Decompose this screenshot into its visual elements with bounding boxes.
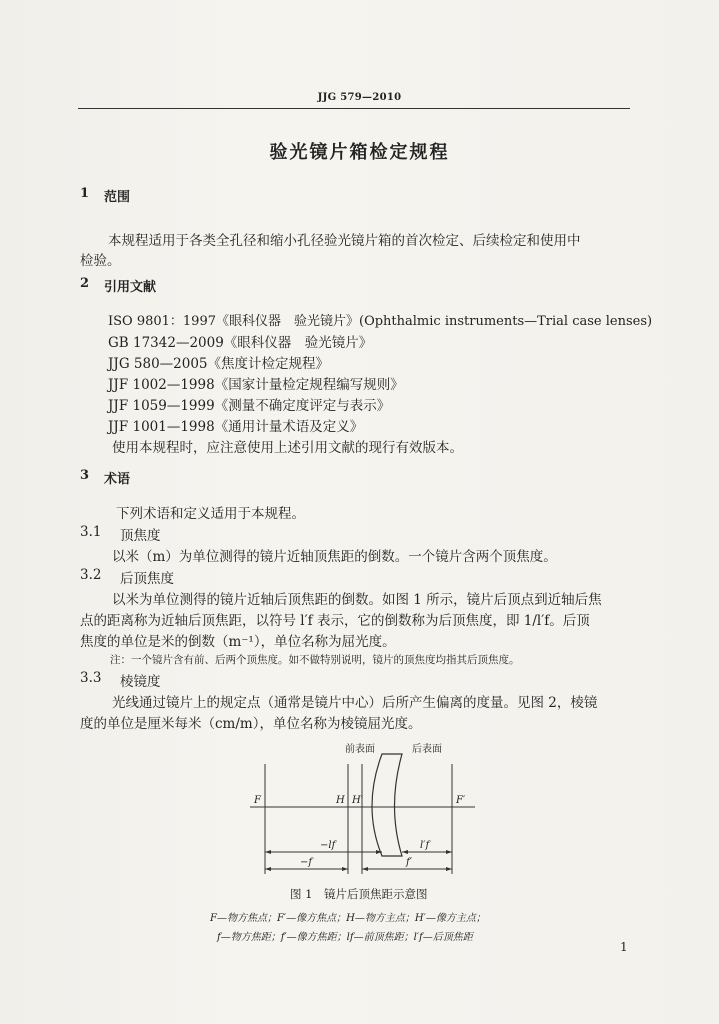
reference-item: JJF 1001—1998《通用计量术语及定义》 bbox=[108, 419, 364, 435]
term-3-1-title: 顶焦度 bbox=[120, 528, 161, 544]
header-rule bbox=[78, 108, 630, 109]
term-3-3-line-1: 光线通过镜片上的规定点（通常是镜片中心）后所产生偏离的度量。见图 2，棱镜 bbox=[112, 695, 598, 711]
reference-item: ISO 9801：1997《眼科仪器 验光镜片》(Ophthalmic instruments—Trial case lenses) bbox=[108, 314, 653, 329]
header-code: JJG 579—2010 bbox=[317, 92, 402, 103]
term-3-2-line-3: 焦度的单位是米的倒数（m⁻¹），单位名称为屈光度。 bbox=[80, 634, 396, 650]
term-3-3-title: 棱镜度 bbox=[120, 674, 161, 690]
figure-caption: 图 1 镜片后顶焦距示意图 bbox=[290, 887, 428, 901]
label-back-surface: 后表面 bbox=[412, 744, 442, 755]
term-3-2-note: 注：一个镜片含有前、后两个顶焦度。如不做特别说明，镜片的顶焦度均指其后顶焦度。 bbox=[110, 654, 520, 666]
term-3-3-number: 3.3 bbox=[80, 670, 102, 686]
label-H-prime: H′ bbox=[352, 795, 363, 806]
section-2-number: 2 bbox=[80, 276, 90, 291]
section-1-line-2: 检验。 bbox=[80, 253, 121, 269]
label-f-prime: f′ bbox=[406, 857, 412, 868]
label-lf-prime: l′f bbox=[420, 840, 430, 851]
label-neg-lf: −lf bbox=[320, 840, 336, 851]
label-F: F bbox=[254, 795, 261, 806]
label-F-prime: F′ bbox=[456, 795, 466, 806]
section-3-title: 术语 bbox=[104, 472, 131, 487]
figure-legend-line-2: f—物方焦距；f′—像方焦距；lf—前顶焦距；l′f—后顶焦距 bbox=[217, 932, 473, 943]
section-2-title: 引用文献 bbox=[104, 280, 157, 295]
term-3-2-line-2: 点的距离称为近轴后顶焦距，以符号 l′f 表示，它的倒数称为后顶焦度，即 1/l′f。后顶 bbox=[80, 613, 590, 629]
term-3-1-body: 以米（m）为单位测得的镜片近轴顶焦距的倒数。一个镜片含两个顶焦度。 bbox=[112, 549, 557, 565]
term-3-2-line-1: 以米为单位测得的镜片近轴后顶焦距的倒数。如图 1 所示，镜片后顶点到近轴后焦 bbox=[112, 592, 602, 608]
reference-item: JJF 1059—1999《测量不确定度评定与表示》 bbox=[108, 398, 391, 414]
reference-item: GB 17342—2009《眼科仪器 验光镜片》 bbox=[108, 335, 373, 351]
section-3-intro: 下列术语和定义适用于本规程。 bbox=[116, 506, 305, 522]
lens-shape bbox=[372, 754, 402, 856]
term-3-2-title: 后顶焦度 bbox=[120, 571, 174, 587]
section-1-number: 1 bbox=[80, 186, 90, 201]
term-3-3-line-2: 度的单位是厘米每米（cm/m），单位名称为棱镜屈光度。 bbox=[80, 716, 422, 732]
term-3-1-number: 3.1 bbox=[80, 524, 102, 540]
page-title: 验光镜片箱检定规程 bbox=[269, 142, 450, 163]
figure-legend-line-1: F—物方焦点；F′—像方焦点；H—物方主点；H′—像方主点； bbox=[210, 913, 486, 924]
section-1-title: 范围 bbox=[104, 190, 131, 205]
lens-diagram bbox=[240, 752, 480, 878]
references-note: 使用本规程时，应注意使用上述引用文献的现行有效版本。 bbox=[112, 440, 463, 456]
label-front-surface: 前表面 bbox=[345, 744, 375, 755]
label-neg-f: −f bbox=[300, 857, 313, 868]
section-1-line-1: 本规程适用于各类全孔径和缩小孔径验光镜片箱的首次检定、后续检定和使用中 bbox=[108, 233, 581, 249]
page-number: 1 bbox=[620, 940, 628, 954]
term-3-2-number: 3.2 bbox=[80, 567, 102, 583]
label-H: H bbox=[336, 795, 345, 806]
reference-item: JJG 580—2005《焦度计检定规程》 bbox=[108, 356, 330, 372]
reference-item: JJF 1002—1998《国家计量检定规程编写规则》 bbox=[108, 377, 404, 393]
section-3-number: 3 bbox=[80, 468, 90, 483]
